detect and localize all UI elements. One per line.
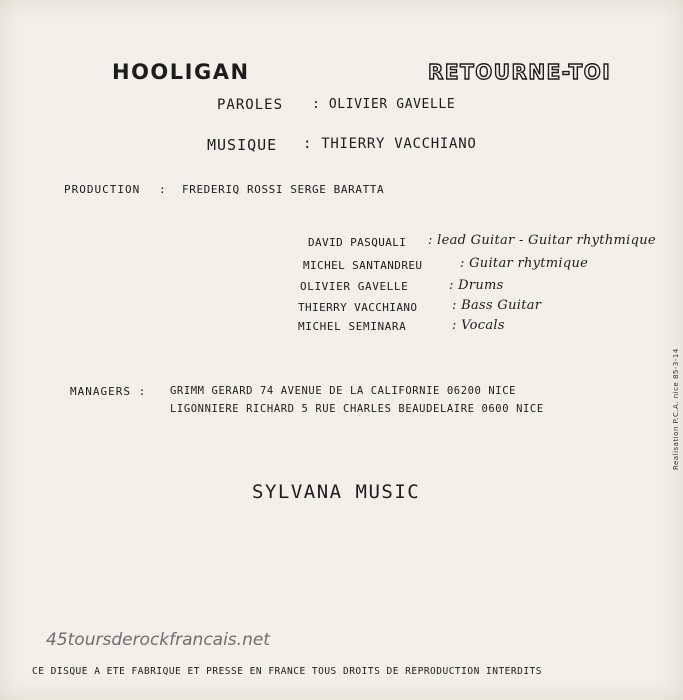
record-label-name: SYLVANA MUSIC: [252, 481, 421, 503]
member-role: : Bass Guitar: [452, 298, 542, 313]
member-name: DAVID PASQUALI: [308, 236, 407, 249]
member-role: : Vocals: [452, 318, 505, 333]
member-name: OLIVIER GAVELLE: [300, 280, 409, 293]
band-name: HOOLIGAN: [112, 60, 250, 84]
music-label: MUSIQUE: [207, 136, 278, 154]
music-value: : THIERRY VACCHIANO: [303, 136, 477, 152]
managers-line-1: GRIMM GERARD 74 AVENUE DE LA CALIFORNIE 06200 NICE: [170, 385, 517, 397]
lyrics-value: : OLIVIER GAVELLE: [312, 97, 456, 112]
member-role: : lead Guitar - Guitar rhythmique: [428, 233, 656, 248]
lyrics-label: PAROLES: [217, 97, 284, 113]
watermark-text: 45toursderockfrancais.net: [46, 630, 270, 650]
song-title: RETOURNE-TOI: [428, 60, 612, 84]
printer-credit: Realisation P.C.A. nice 85-3-14: [672, 348, 680, 470]
member-role: : Guitar rhytmique: [460, 256, 589, 271]
member-name: MICHEL SEMINARA: [298, 320, 407, 333]
managers-label: MANAGERS :: [70, 385, 147, 398]
member-name: MICHEL SANTANDREU: [303, 259, 423, 272]
member-role: : Drums: [449, 278, 504, 293]
production-separator: :: [159, 183, 167, 196]
production-label: PRODUCTION: [64, 183, 141, 196]
footer-copyright: CE DISQUE A ETE FABRIQUE ET PRESSE EN FRANCE TOUS DROITS DE REPRODUCTION INTERDITS: [32, 666, 542, 677]
member-name: THIERRY VACCHIANO: [298, 301, 418, 314]
production-value: FREDERIQ ROSSI SERGE BARATTA: [182, 183, 385, 196]
managers-line-2: LIGONNIERE RICHARD 5 RUE CHARLES BEAUDELAIRE 0600 NICE: [170, 403, 544, 415]
